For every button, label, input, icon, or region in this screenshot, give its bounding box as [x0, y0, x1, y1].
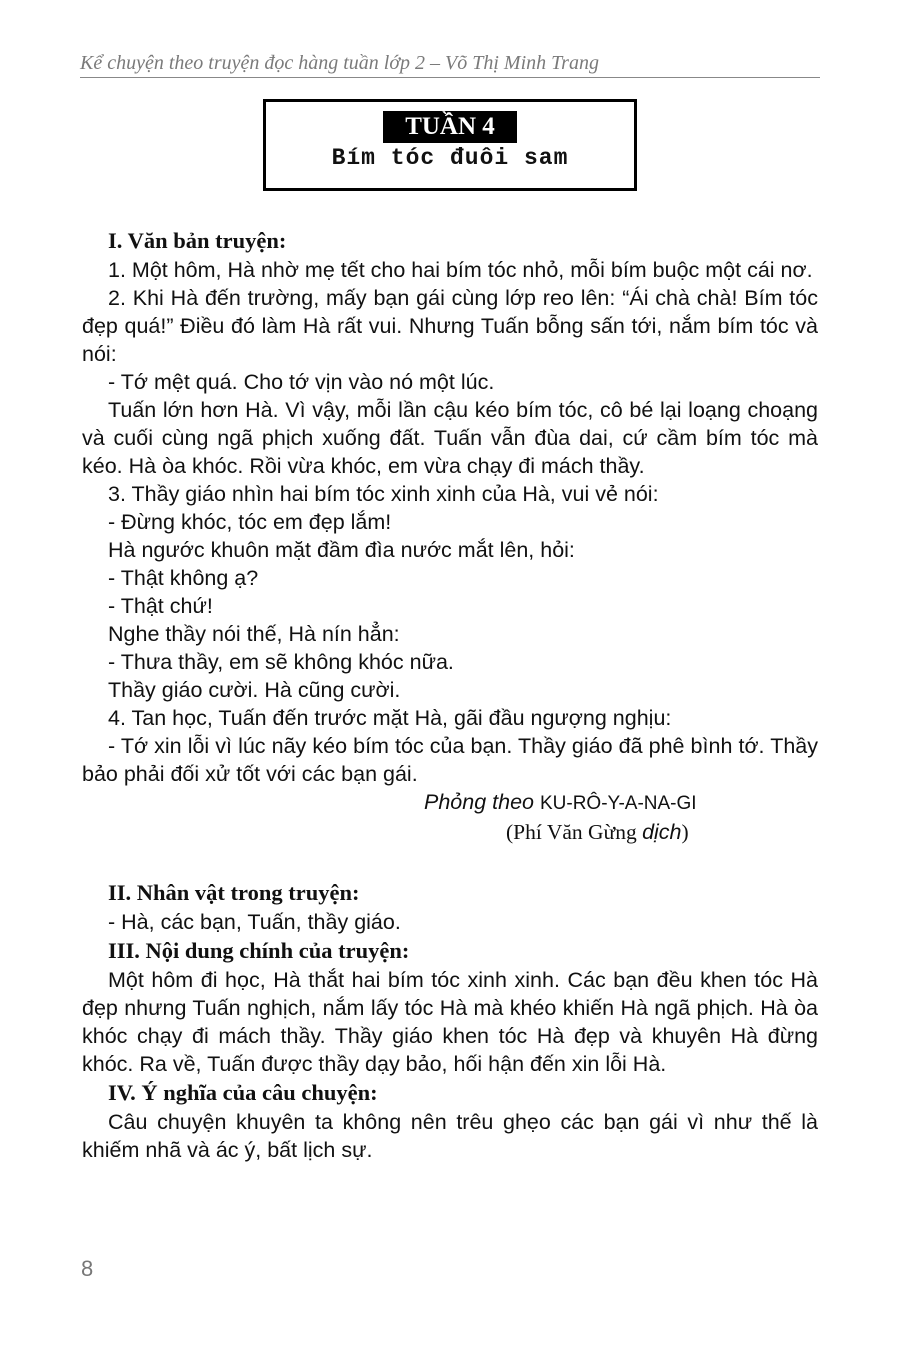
paragraph: - Đừng khóc, tóc em đẹp lắm!	[108, 510, 392, 534]
paragraph: - Tớ xin lỗi vì lúc nãy kéo bím tóc của bạn. Thầy giáo đã phê bình tớ. Thầy bảo phải đối xử tốt với các bạn gái.	[82, 734, 818, 786]
paragraph: Thầy giáo cười. Hà cũng cười.	[108, 678, 401, 702]
source-author: KU-RÔ-Y-A-NA-GI	[539, 793, 697, 814]
week-title-box	[263, 99, 637, 191]
story-title: Bím tóc đuôi sam	[331, 145, 569, 171]
paragraph: - Hà, các bạn, Tuấn, thầy giáo.	[108, 910, 401, 934]
paragraph: Câu chuyện khuyên ta không nên trêu ghẹo các bạn gái vì như thế là khiếm nhã và ác ý, bất lịch sự.	[82, 1110, 818, 1162]
page-number: 8	[81, 1256, 94, 1281]
section-heading: IV. Ý nghĩa của câu chuyện:	[108, 1080, 378, 1105]
paragraph: 1. Một hôm, Hà nhờ mẹ tết cho hai bím tóc nhỏ, mỗi bím buộc một cái nơ.	[108, 258, 813, 282]
paragraph: 3. Thầy giáo nhìn hai bím tóc xinh xinh của Hà, vui vẻ nói:	[108, 482, 659, 506]
translator-name: (Phí Văn Gừng	[506, 820, 637, 844]
paragraph: - Thật chứ!	[108, 594, 213, 618]
translator-line	[82, 818, 818, 846]
source-prefix: Phỏng theo	[424, 790, 534, 814]
page-content	[82, 226, 818, 1164]
source-line	[82, 788, 818, 818]
paragraph: 4. Tan học, Tuấn đến trước mặt Hà, gãi đầu ngượng nghịu:	[108, 706, 672, 730]
paragraph: - Thưa thầy, em sẽ không khóc nữa.	[108, 650, 454, 674]
section-heading: II. Nhân vật trong truyện:	[108, 880, 360, 905]
paragraph: 2. Khi Hà đến trường, mấy bạn gái cùng lớp reo lên: “Ái chà chà! Bím tóc đẹp quá!” Điều đó làm Hà rất vui. Nhưng Tuấn bỗng sấn tới, nắm bím tóc và nói:	[82, 286, 818, 366]
running-header: Kể chuyện theo truyện đọc hàng tuần lớp 2 – Võ Thị Minh Trang	[80, 52, 820, 78]
translator-close: )	[681, 820, 689, 844]
section-heading: III. Nội dung chính của truyện:	[108, 938, 410, 963]
paragraph: - Tớ mệt quá. Cho tớ vịn vào nó một lúc.	[108, 370, 495, 394]
paragraph: Hà ngước khuôn mặt đầm đìa nước mắt lên, hỏi:	[108, 538, 575, 562]
paragraph: Tuấn lớn hơn Hà. Vì vậy, mỗi lần cậu kéo bím tóc, cô bé lại loạng choạng và cuối cùng ngã phịch xuống đất. Tuấn vẫn đùa dai, cứ cầm bím tóc mà kéo. Hà òa khóc. Rồi vừa khóc, em vừa chạy đi mách thầy.	[82, 398, 818, 478]
paragraph: Nghe thầy nói thế, Hà nín hẳn:	[108, 622, 400, 646]
paragraph: Một hôm đi học, Hà thắt hai bím tóc xinh xinh. Các bạn đều khen tóc Hà đẹp nhưng Tuấn nghịch, nắm lấy tóc Hà mà khéo khiến Hà ngã phịch. Hà òa khóc chạy đi mách thầy. Thầy giáo khen tóc Hà đẹp và khuyên Hà đừng khóc. Ra về, Tuấn được thầy dạy bảo, hối hận đến xin lỗi Hà.	[82, 968, 818, 1076]
week-label: TUẦN 4	[383, 111, 517, 143]
paragraph: - Thật không ạ?	[108, 566, 259, 590]
translator-word: dịch	[642, 820, 682, 844]
section-heading: I. Văn bản truyện:	[108, 228, 287, 253]
